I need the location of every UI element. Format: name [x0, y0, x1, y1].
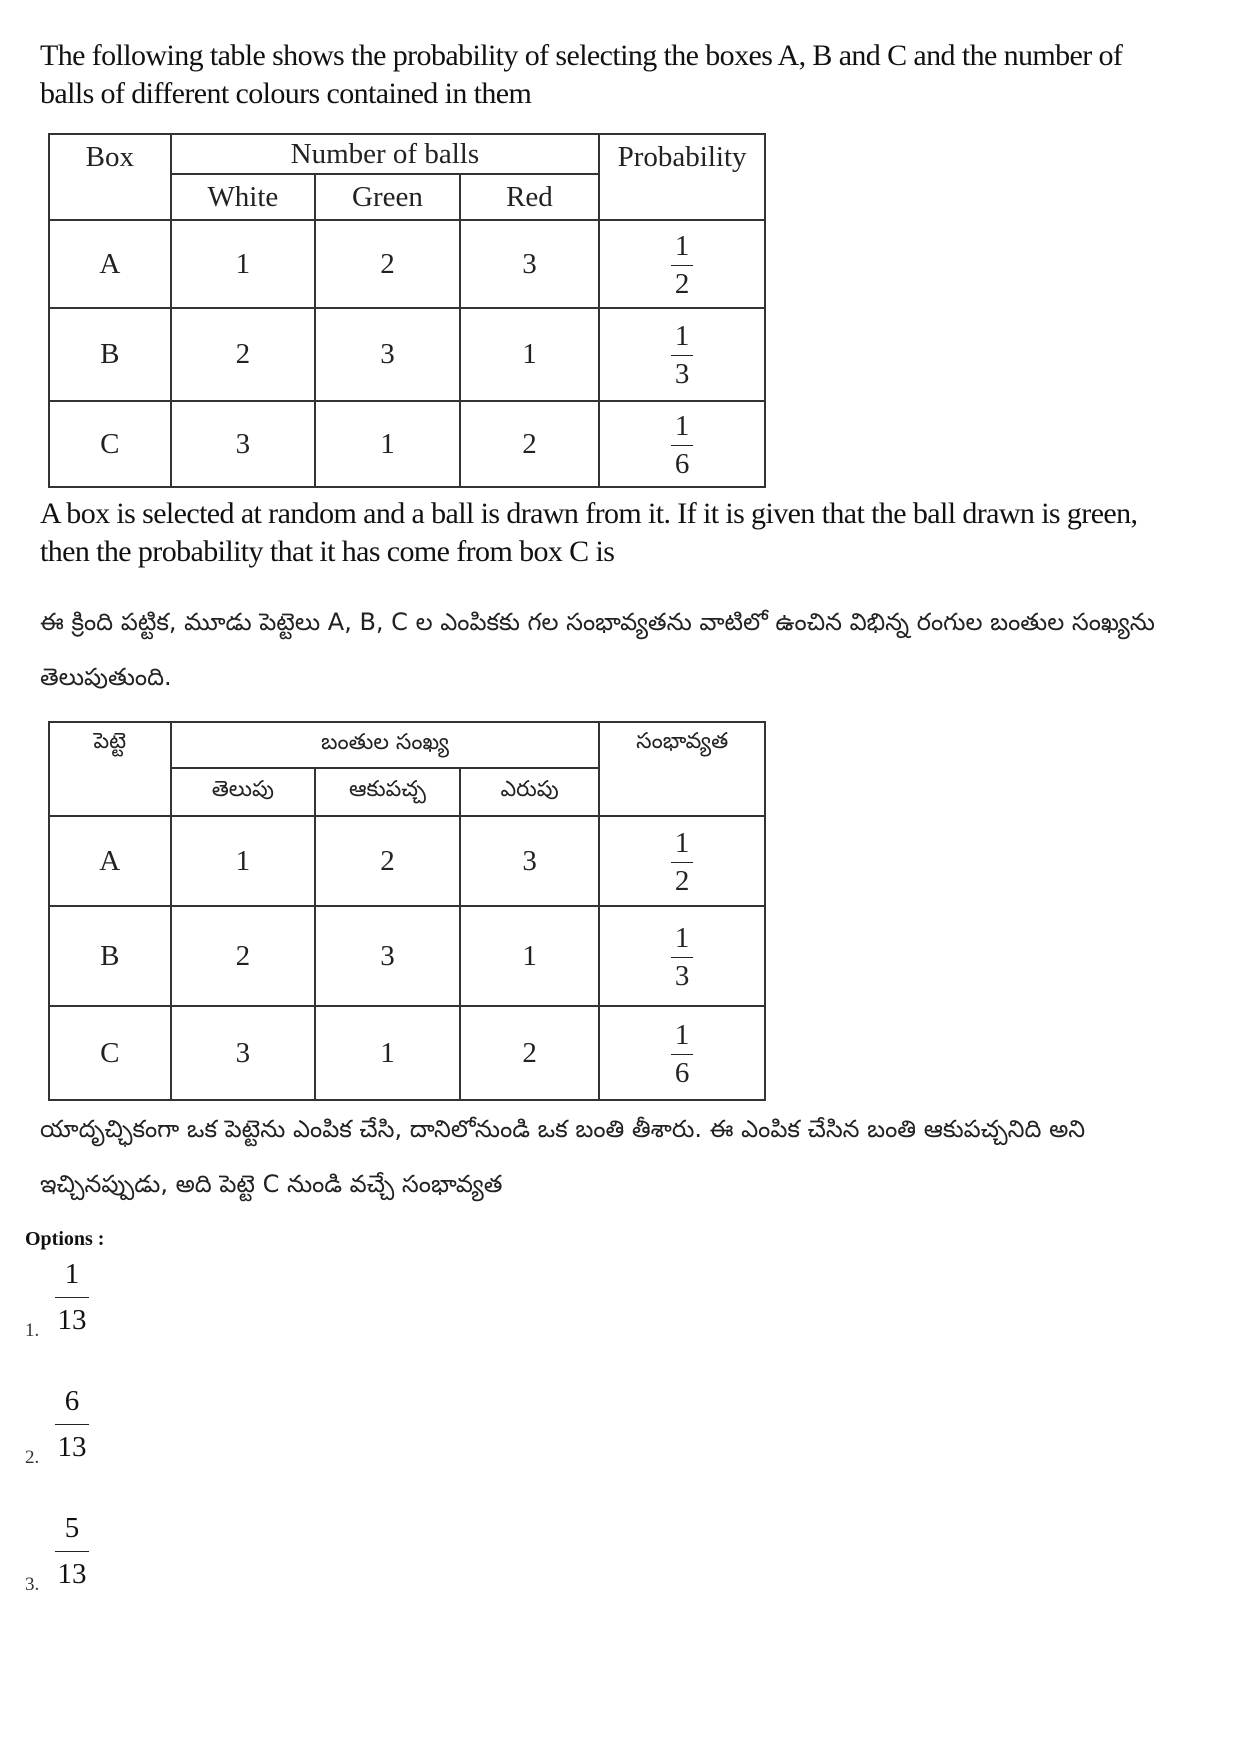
cell-white: 1 — [171, 816, 316, 906]
cell-green: 3 — [315, 308, 460, 401]
cell-green: 2 — [315, 816, 460, 906]
table-row — [49, 308, 765, 401]
cell-probability: $\frac{1}{6}$ — [599, 401, 765, 487]
header-green: Green — [315, 174, 460, 220]
question-stem-en: A box is selected at random and a ball is drawn from it. If it is given that the ball drawn is green, then the probability that it has come from box C is — [40, 497, 1138, 568]
cell-box: A — [49, 816, 171, 906]
table-row — [49, 401, 765, 487]
option-index: 2. — [25, 1447, 40, 1468]
option-fraction: 6 13 — [55, 1387, 89, 1462]
cell-probability: $\frac{1}{3}$ — [599, 308, 765, 401]
header-box: Box — [49, 134, 171, 220]
cell-green: 3 — [315, 906, 460, 1006]
cell-white: 2 — [171, 308, 316, 401]
header-probability: Probability — [599, 134, 765, 220]
header-white: తెలుపు — [171, 768, 316, 816]
cell-green: 1 — [315, 401, 460, 487]
cell-red: 1 — [460, 906, 600, 1006]
cell-box: C — [49, 1006, 171, 1100]
question-intro-te: ఈ క్రింది పట్టిక, మూడు పెట్టెలు A, B, C ల ఎంపికకు గల సంభావ్యతను వాటిలో ఉంచిన విభిన్న రంగుల బంతుల సంఖ్యను తెలుపుతుంది. — [40, 608, 1155, 691]
cell-box: B — [49, 308, 171, 401]
cell-probability: $\frac{1}{6}$ — [599, 1006, 765, 1100]
cell-probability: $\frac{1}{2}$ — [599, 220, 765, 308]
header-green: ఆకుపచ్చ — [315, 768, 460, 816]
cell-probability: $\frac{1}{2}$ — [599, 816, 765, 906]
cell-white: 3 — [171, 1006, 316, 1100]
cell-box: B — [49, 906, 171, 1006]
header-number-of-balls: Number of balls — [171, 134, 600, 174]
table-row — [49, 1006, 765, 1100]
header-box: పెట్టె — [49, 722, 171, 816]
cell-red: 2 — [460, 1006, 600, 1100]
option-fraction: 1 13 — [55, 1260, 89, 1335]
cell-white: 1 — [171, 220, 316, 308]
cell-red: 2 — [460, 401, 599, 487]
option-fraction: 5 13 — [55, 1514, 89, 1589]
option-index: 3. — [25, 1574, 40, 1595]
header-red: ఎరుపు — [460, 768, 600, 816]
table-row — [49, 906, 765, 1006]
cell-green: 1 — [315, 1006, 460, 1100]
cell-box: A — [49, 220, 171, 308]
cell-probability: $\frac{1}{3}$ — [599, 906, 765, 1006]
cell-green: 2 — [315, 220, 460, 308]
options-label: Options : — [25, 1228, 105, 1250]
header-red: Red — [460, 174, 599, 220]
question-intro-en: The following table shows the probability of selecting the boxes A, B and C and the number of balls of different colours contained in them — [40, 39, 1123, 110]
question-stem-te: యాదృచ్ఛికంగా ఒక పెట్టెను ఎంపిక చేసి, దానిలోనుండి ఒక బంతి తీశారు. ఈ ఎంపిక చేసిన బంతి ఆకుపచ్చనిది అని ఇచ్చినప్పుడు, అది పెట్టె C నుండి వచ్చే సంభావ్యత — [40, 1115, 1086, 1198]
cell-white: 2 — [171, 906, 316, 1006]
cell-red: 1 — [460, 308, 599, 401]
cell-red: 3 — [460, 816, 600, 906]
cell-box: C — [49, 401, 171, 487]
header-white: White — [171, 174, 316, 220]
header-probability: సంభావ్యత — [599, 722, 765, 816]
table-row — [49, 816, 765, 906]
cell-red: 3 — [460, 220, 599, 308]
balls-table-en — [48, 133, 766, 488]
balls-table-te — [48, 721, 766, 1101]
option-index: 1. — [25, 1320, 40, 1341]
header-number-of-balls: బంతుల సంఖ్య — [171, 722, 600, 768]
cell-white: 3 — [171, 401, 316, 487]
table-row — [49, 220, 765, 308]
